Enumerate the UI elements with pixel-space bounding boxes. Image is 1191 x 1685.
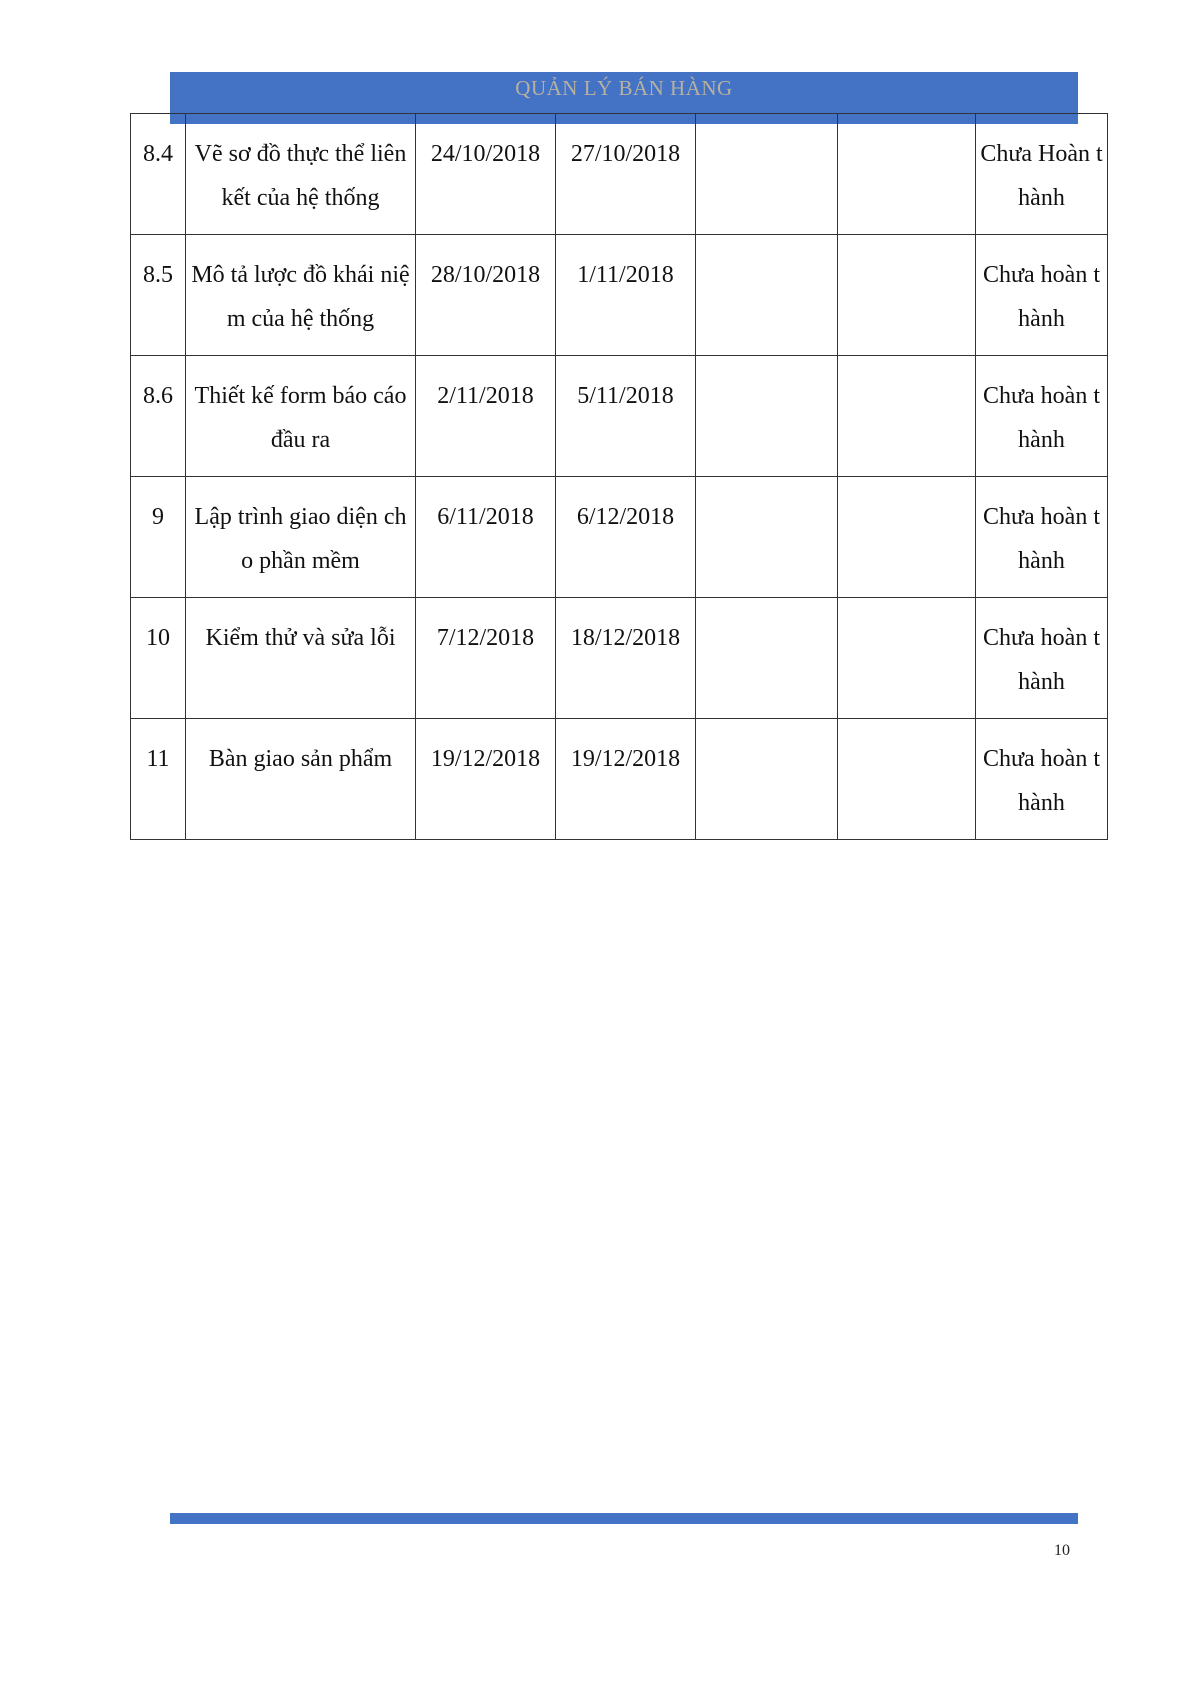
cell-empty — [838, 114, 976, 235]
cell-end-date: 6/12/2018 — [556, 477, 696, 598]
cell-no: 8.6 — [131, 356, 186, 477]
cell-start-date: 28/10/2018 — [416, 235, 556, 356]
cell-start-date: 7/12/2018 — [416, 598, 556, 719]
cell-empty — [696, 235, 838, 356]
cell-status: Chưa hoàn thành — [976, 235, 1108, 356]
cell-status: Chưa hoàn thành — [976, 356, 1108, 477]
cell-empty — [696, 356, 838, 477]
table-row — [131, 477, 1108, 598]
cell-end-date: 18/12/2018 — [556, 598, 696, 719]
cell-empty — [838, 477, 976, 598]
cell-end-date: 1/11/2018 — [556, 235, 696, 356]
cell-task: Vẽ sơ đồ thực thể liên kết của hệ thống — [186, 114, 416, 235]
table-row — [131, 114, 1108, 235]
document-header-title: QUẢN LÝ BÁN HÀNG — [515, 76, 733, 100]
cell-start-date: 24/10/2018 — [416, 114, 556, 235]
cell-status: Chưa hoàn thành — [976, 598, 1108, 719]
footer-band — [170, 1513, 1078, 1524]
cell-empty — [838, 356, 976, 477]
cell-empty — [838, 235, 976, 356]
cell-empty — [696, 114, 838, 235]
cell-no: 9 — [131, 477, 186, 598]
table-row — [131, 598, 1108, 719]
cell-no: 8.5 — [131, 235, 186, 356]
cell-start-date: 6/11/2018 — [416, 477, 556, 598]
table-row — [131, 235, 1108, 356]
cell-end-date: 27/10/2018 — [556, 114, 696, 235]
cell-end-date: 19/12/2018 — [556, 719, 696, 840]
cell-end-date: 5/11/2018 — [556, 356, 696, 477]
cell-empty — [838, 719, 976, 840]
table-row — [131, 719, 1108, 840]
cell-empty — [696, 598, 838, 719]
table-row — [131, 356, 1108, 477]
cell-empty — [696, 477, 838, 598]
page-number: 10 — [1054, 1542, 1070, 1559]
cell-task: Thiết kế form báo cáo đầu ra — [186, 356, 416, 477]
schedule-table — [130, 113, 1108, 840]
cell-status: Chưa hoàn thành — [976, 477, 1108, 598]
cell-start-date: 2/11/2018 — [416, 356, 556, 477]
cell-task: Lập trình giao diện cho phần mềm — [186, 477, 416, 598]
cell-empty — [838, 598, 976, 719]
cell-status: Chưa hoàn thành — [976, 719, 1108, 840]
cell-no: 11 — [131, 719, 186, 840]
cell-no: 8.4 — [131, 114, 186, 235]
cell-task: Mô tả lược đồ khái niệm của hệ thống — [186, 235, 416, 356]
cell-status: Chưa Hoàn thành — [976, 114, 1108, 235]
cell-no: 10 — [131, 598, 186, 719]
cell-empty — [696, 719, 838, 840]
cell-start-date: 19/12/2018 — [416, 719, 556, 840]
cell-task: Bàn giao sản phẩm — [186, 719, 416, 840]
cell-task: Kiểm thử và sửa lỗi — [186, 598, 416, 719]
